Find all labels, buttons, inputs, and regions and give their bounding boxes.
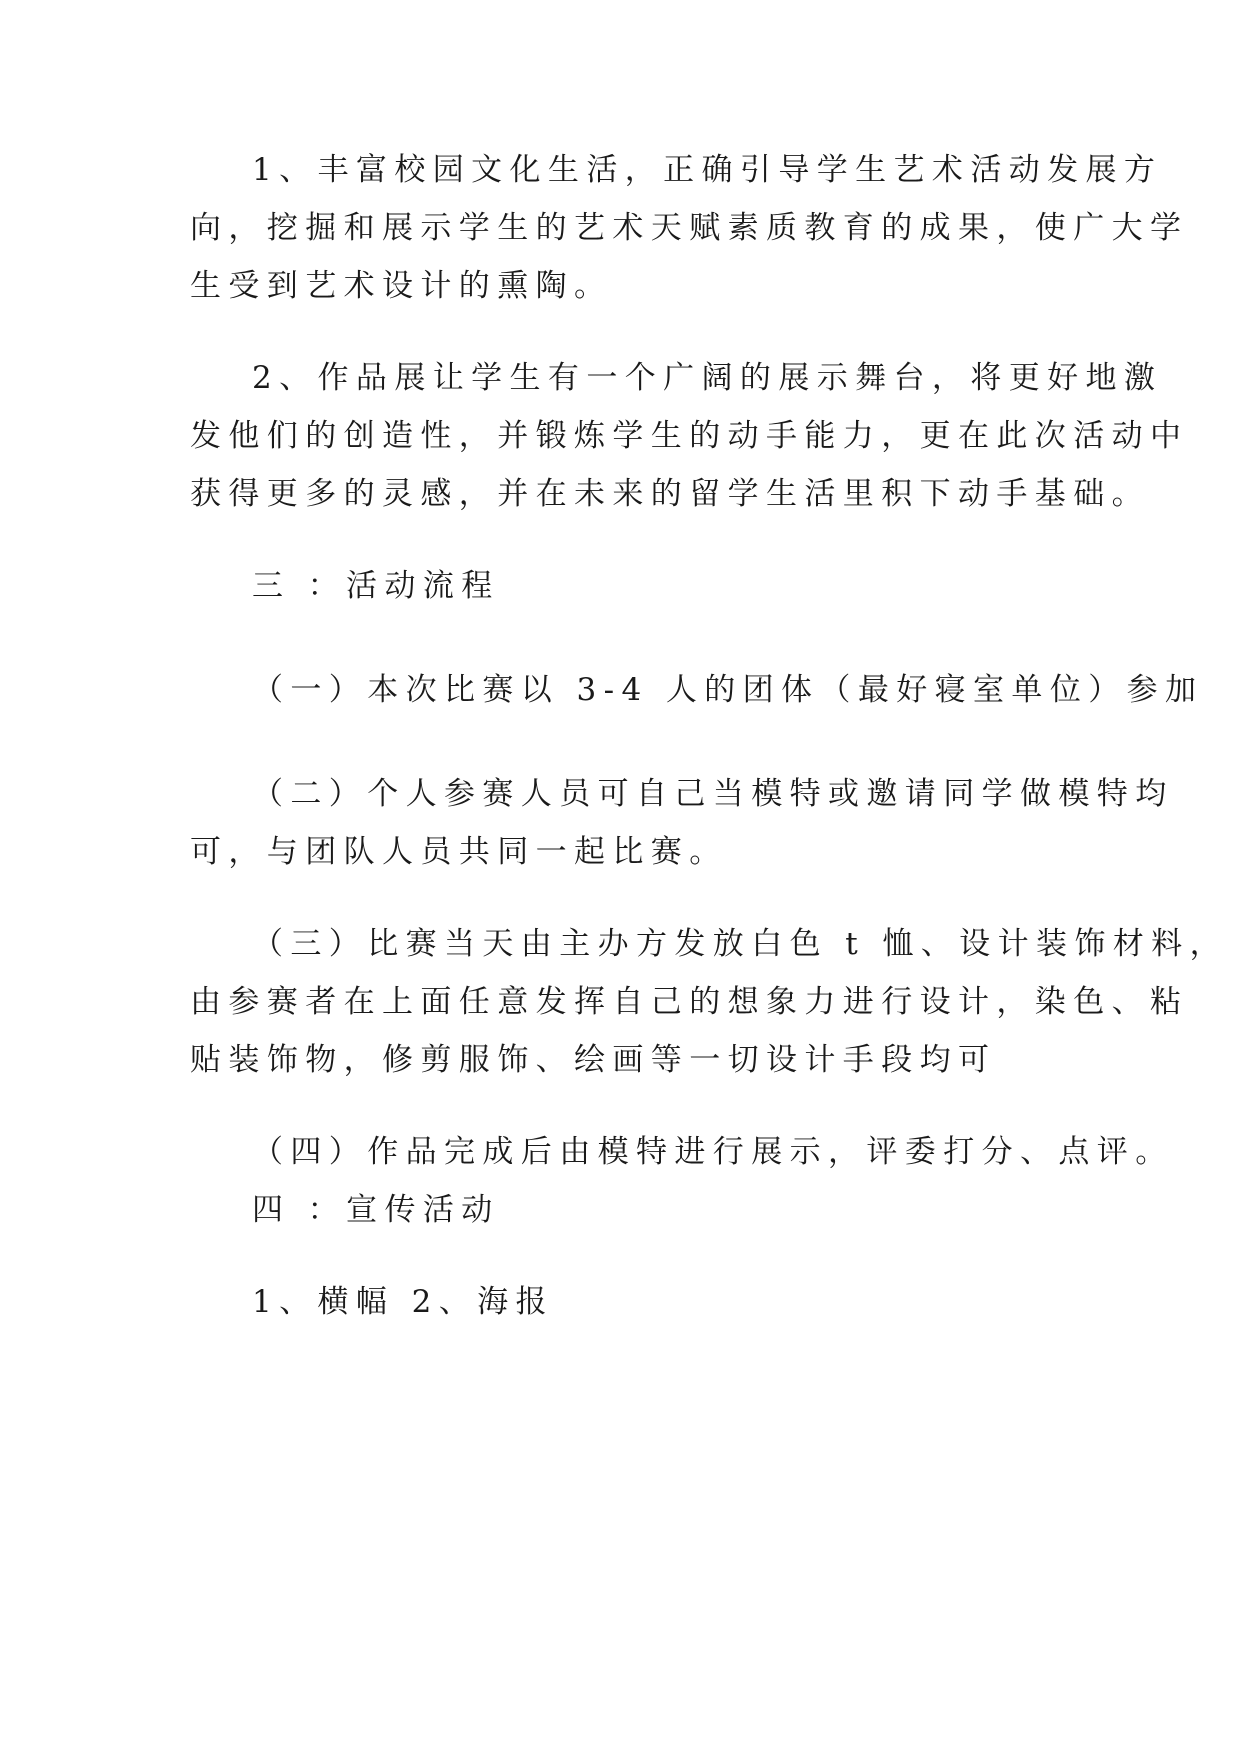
paragraph-1-line-1: 1、丰富校园文化生活，正确引导学生艺术活动发展方	[252, 152, 1163, 188]
step-3-line-3: 贴装饰物，修剪服饰、绘画等一切设计手段均可	[190, 1042, 997, 1078]
step-4: （四）作品完成后由模特进行展示，评委打分、点评。	[252, 1134, 1174, 1170]
paragraph-2-line-2: 发他们的创造性，并锻炼学生的动手能力，更在此次活动中	[190, 418, 1189, 454]
promotion-items: 1、横幅 2、海报	[252, 1284, 554, 1320]
step-3-line-2: 由参赛者在上面任意发挥自己的想象力进行设计，染色、粘	[190, 984, 1189, 1020]
section-heading-promotion: 四 ：宣传活动	[252, 1192, 500, 1228]
paragraph-2-line-3: 获得更多的灵感，并在未来的留学生活里积下动手基础。	[190, 476, 1150, 512]
step-2-line-1: （二）个人参赛人员可自己当模特或邀请同学做模特均	[252, 776, 1174, 812]
paragraph-1-line-2: 向，挖掘和展示学生的艺术天赋素质教育的成果，使广大学	[190, 210, 1189, 246]
step-3-line-1: （三）比赛当天由主办方发放白色 t 恤、设计装饰材料，	[252, 926, 1228, 962]
paragraph-1-line-3: 生受到艺术设计的熏陶。	[190, 268, 613, 304]
step-2-line-2: 可，与团队人员共同一起比赛。	[190, 834, 728, 870]
step-1: （一）本次比赛以 3-4 人的团体（最好寝室单位）参加	[252, 672, 1204, 708]
section-heading-activity-process: 三 ：活动流程	[252, 568, 500, 604]
paragraph-2-line-1: 2、作品展让学生有一个广阔的展示舞台，将更好地激	[252, 360, 1163, 396]
